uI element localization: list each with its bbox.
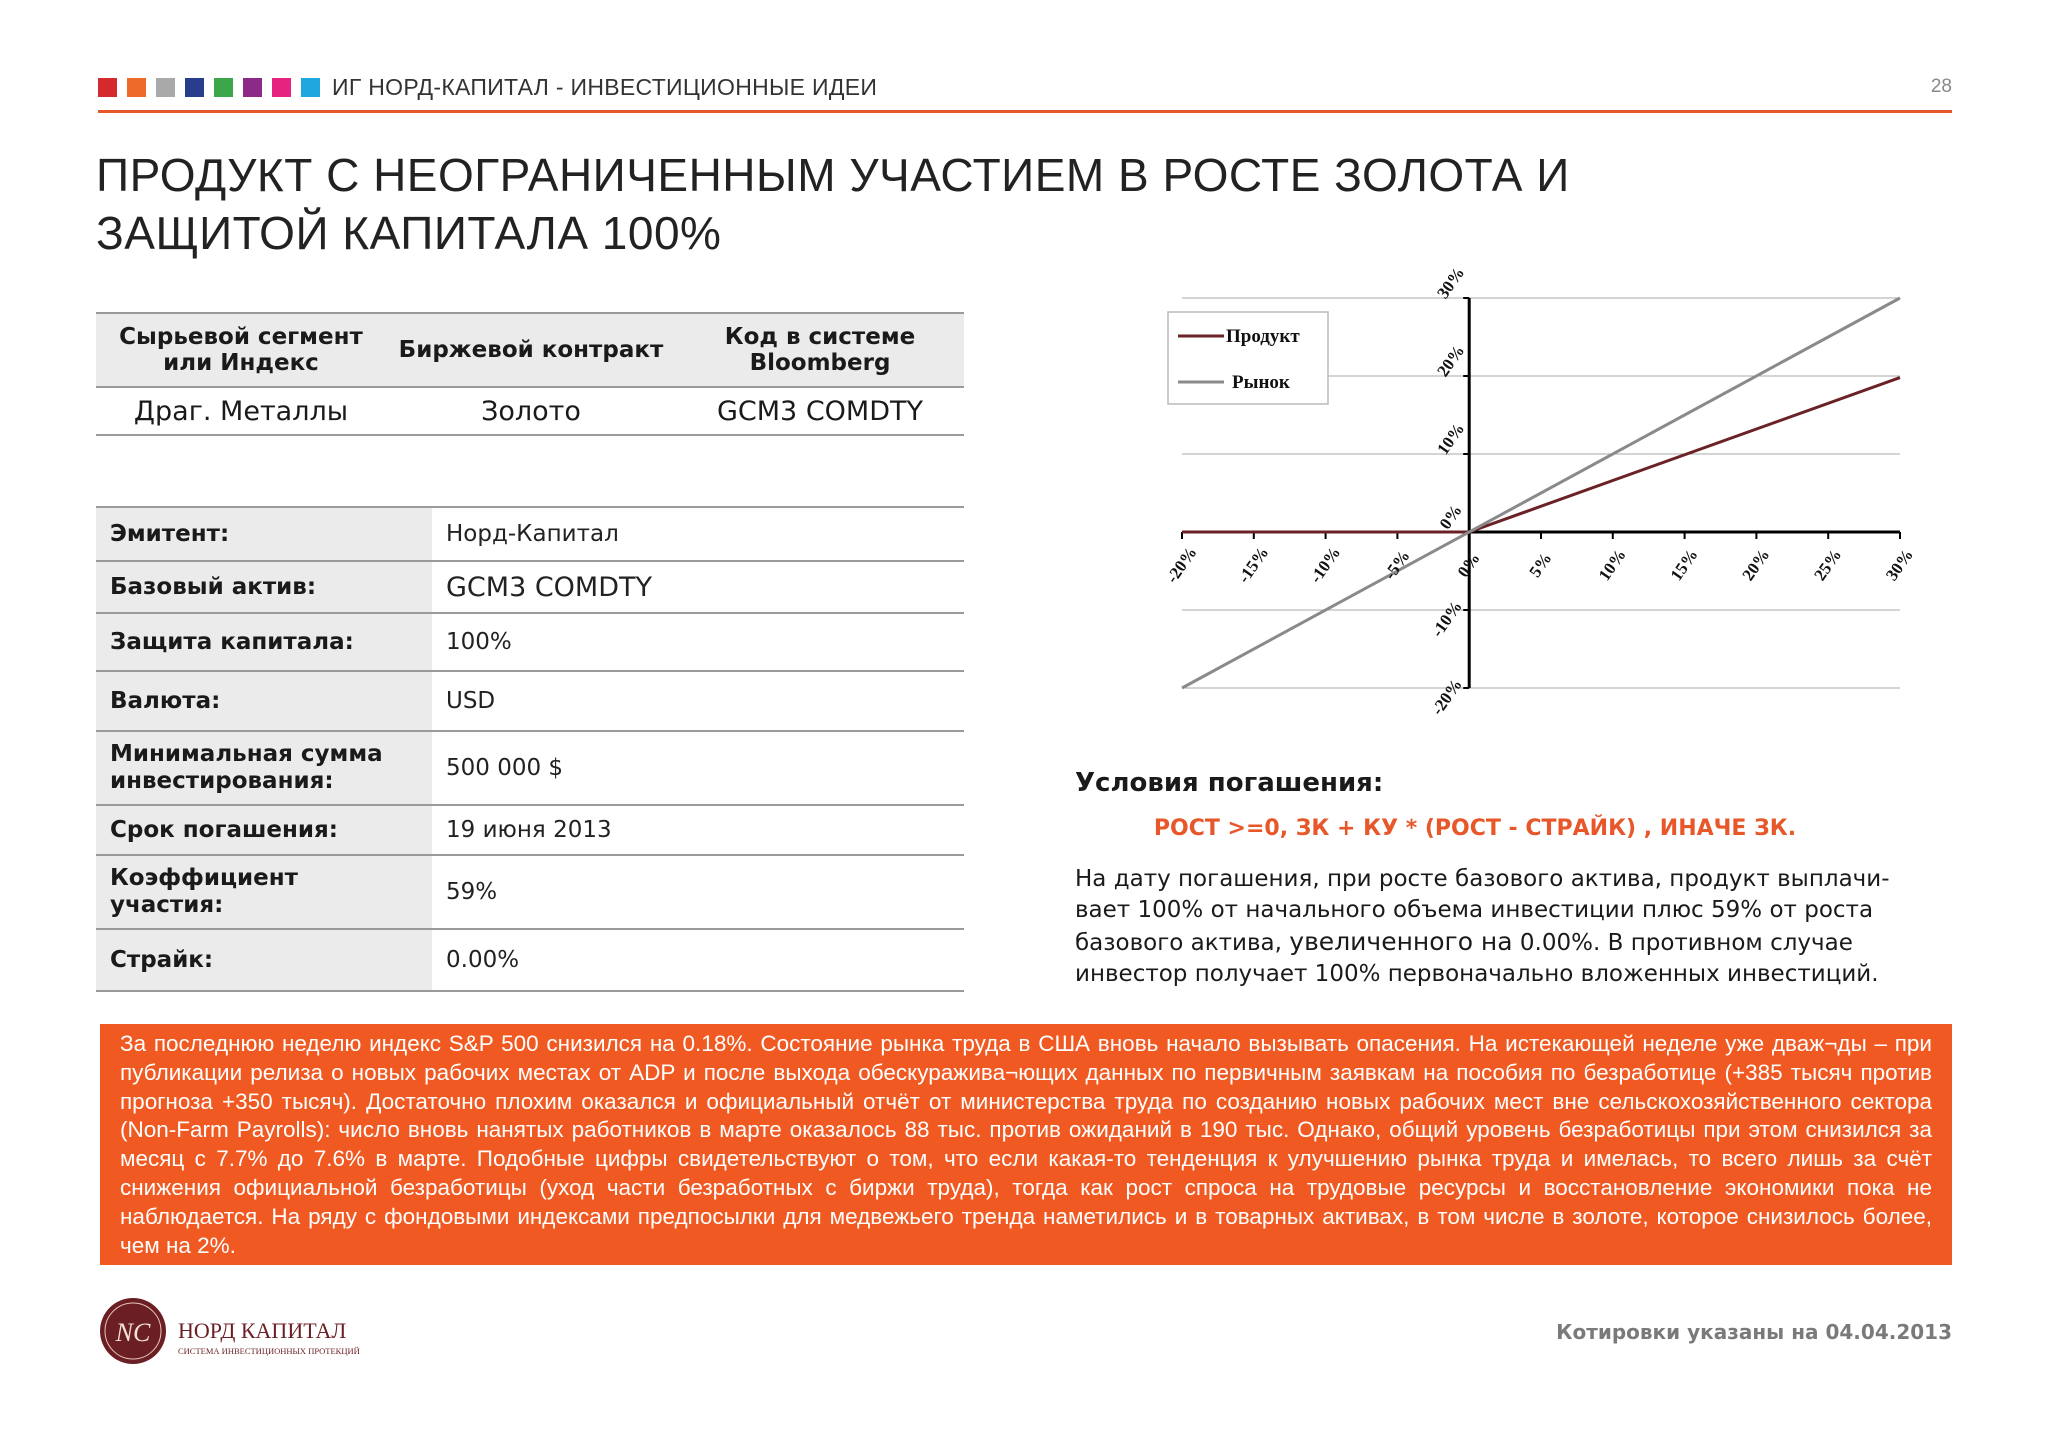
param-value: GCM3 COMDTY xyxy=(432,561,964,613)
logo-emblem-icon xyxy=(98,1296,168,1366)
title-line-1: ПРОДУКТ С НЕОГРАНИЧЕННЫМ УЧАСТИЕМ В РОСТЕ ЗОЛОТА И xyxy=(96,149,1570,201)
logo-name: НОРД КАПИТАЛ xyxy=(178,1318,347,1343)
logo-subtitle: СИСТЕМА ИНВЕСТИЦИОННЫХ ПРОТЕКЦИЙ xyxy=(178,1346,360,1356)
x-tick-label: -5% xyxy=(1380,546,1414,584)
conditions-text-part2: 0.00%. В противном случае инвестор получает 100% первоначально вложенных инвестиций. xyxy=(1075,930,1879,987)
param-key: Валюта: xyxy=(96,671,432,731)
color-square xyxy=(214,78,233,97)
table-row xyxy=(96,561,964,613)
payoff-chart xyxy=(1144,263,1918,728)
y-tick-label: -10% xyxy=(1427,597,1466,641)
param-value: 19 июня 2013 xyxy=(432,805,964,855)
y-tick-label: -20% xyxy=(1427,675,1466,719)
y-tick-label: 0% xyxy=(1435,500,1466,533)
quote-date: Котировки указаны на 04.04.2013 xyxy=(1556,1320,1952,1344)
legend-label: Продукт xyxy=(1226,326,1300,347)
legend-label: Рынок xyxy=(1232,372,1290,393)
conditions-text xyxy=(1075,864,1935,990)
param-value: 0.00% xyxy=(432,929,964,991)
params-table xyxy=(96,506,964,992)
color-square xyxy=(272,78,291,97)
param-value: Норд-Капитал xyxy=(432,507,964,561)
header-divider xyxy=(98,110,1952,113)
param-key: Коэффициент участия: xyxy=(96,855,432,929)
param-key: Защита капитала: xyxy=(96,613,432,671)
table-row xyxy=(96,507,964,561)
x-tick-label: -15% xyxy=(1234,543,1273,587)
conditions-text-emph: увеличенного на xyxy=(1289,927,1513,956)
company-logo xyxy=(98,1296,398,1368)
conditions-formula: РОСТ >=0, ЗК + КУ * (РОСТ - СТРАЙК) , ИНАЧЕ ЗК. xyxy=(1153,816,1797,841)
logo-monogram: NC xyxy=(115,1318,151,1347)
table-row xyxy=(96,731,964,805)
x-tick-label: 15% xyxy=(1666,545,1702,585)
segment-table xyxy=(96,312,964,436)
param-key: Базовый актив: xyxy=(96,561,432,613)
segment-cell: Драг. Металлы xyxy=(96,387,386,435)
x-tick-label: 25% xyxy=(1810,545,1846,585)
market-comment-text: За последнюю неделю индекс S&P 500 снизился на 0.18%. Состояние рынка труда в США вновь начало вызывать опасения. На истекающей неделе уже дваж¬ды – при публикации релиза о новых рабочих местах от ADP и после выхода обескуражива¬ющих данных по первичным заявкам на пособия по безработице (+385 тысяч против прогноза +350 тысяч). Достаточно плохим оказался и официальный отчёт от министерства труда по созданию новых рабочих мест вне сельскохозяйственного сектора (Non-Farm Payrolls): число вновь нанятых работников в марте оказалось 88 тыс. против ожиданий в 190 тыс. Однако, общий уровень безработицы при этом снизился за месяц с 7.7% до 7.6% в марте. Подобные цифры свидетельствуют о том, что если какая-то тенденция к улучшению рынка труда и имелась, то всего лишь за счёт снижения официальной безработицы (уход части безработных с биржи труда), тогда как рост спроса на трудовые ресурсы и восстановление экономики пока не наблюдается. На ряду с фондовыми индексами предпосылки для медвежьего тренда наметились и в товарных активах, в том числе в золоте, которое снизилось более, чем на 2%. xyxy=(120,1031,1932,1258)
x-tick-label: 20% xyxy=(1738,545,1774,585)
y-tick-label: 10% xyxy=(1433,419,1469,459)
x-tick-label: 30% xyxy=(1881,545,1918,585)
color-square xyxy=(301,78,320,97)
conditions-text-part1: На дату погашения, при росте базового актива, продукт выплачи-вает 100% от начального объема инвестиции плюс 59% от роста базового актива, xyxy=(1075,866,1890,956)
param-value: USD xyxy=(432,671,964,731)
bloomberg-header: Код в системе Bloomberg xyxy=(676,313,964,387)
param-key: Минимальная сумма инвестирования: xyxy=(96,731,432,805)
table-row xyxy=(96,805,964,855)
table-row xyxy=(96,613,964,671)
param-value: 100% xyxy=(432,613,964,671)
x-tick-label: 5% xyxy=(1525,548,1556,581)
contract-cell: Золото xyxy=(386,387,676,435)
title-line-2: ЗАЩИТОЙ КАПИТАЛА 100% xyxy=(96,207,722,259)
x-tick-label: -10% xyxy=(1305,543,1345,587)
y-tick-label: 20% xyxy=(1433,341,1469,381)
table-row xyxy=(96,387,964,435)
x-tick-label: 0% xyxy=(1453,548,1484,581)
param-key: Срок погашения: xyxy=(96,805,432,855)
param-key: Эмитент: xyxy=(96,507,432,561)
page-header xyxy=(98,74,1952,114)
param-key: Страйк: xyxy=(96,929,432,991)
page-number: 28 xyxy=(1930,76,1952,97)
table-row xyxy=(96,671,964,731)
page-title xyxy=(96,146,1796,262)
header-title: ИГ НОРД-КАПИТАЛ - ИНВЕСТИЦИОННЫЕ ИДЕИ xyxy=(332,74,878,100)
color-square xyxy=(185,78,204,97)
contract-header: Биржевой контракт xyxy=(386,313,676,387)
conditions-title: Условия погашения: xyxy=(1075,768,1384,798)
table-row xyxy=(96,929,964,991)
x-tick-label: -20% xyxy=(1162,543,1201,587)
color-square xyxy=(243,78,262,97)
bloomberg-cell: GCM3 COMDTY xyxy=(676,387,964,435)
color-squares xyxy=(98,78,320,97)
color-square xyxy=(156,78,175,97)
x-tick-label: 10% xyxy=(1594,545,1630,585)
table-row xyxy=(96,855,964,929)
color-square xyxy=(98,78,117,97)
segment-header: Сырьевой сегмент или Индекс xyxy=(96,313,386,387)
y-tick-label: 30% xyxy=(1433,263,1469,303)
param-value: 59% xyxy=(432,855,964,929)
color-square xyxy=(127,78,146,97)
param-value: 500 000 $ xyxy=(432,731,964,805)
market-comment-box xyxy=(100,1024,1952,1265)
